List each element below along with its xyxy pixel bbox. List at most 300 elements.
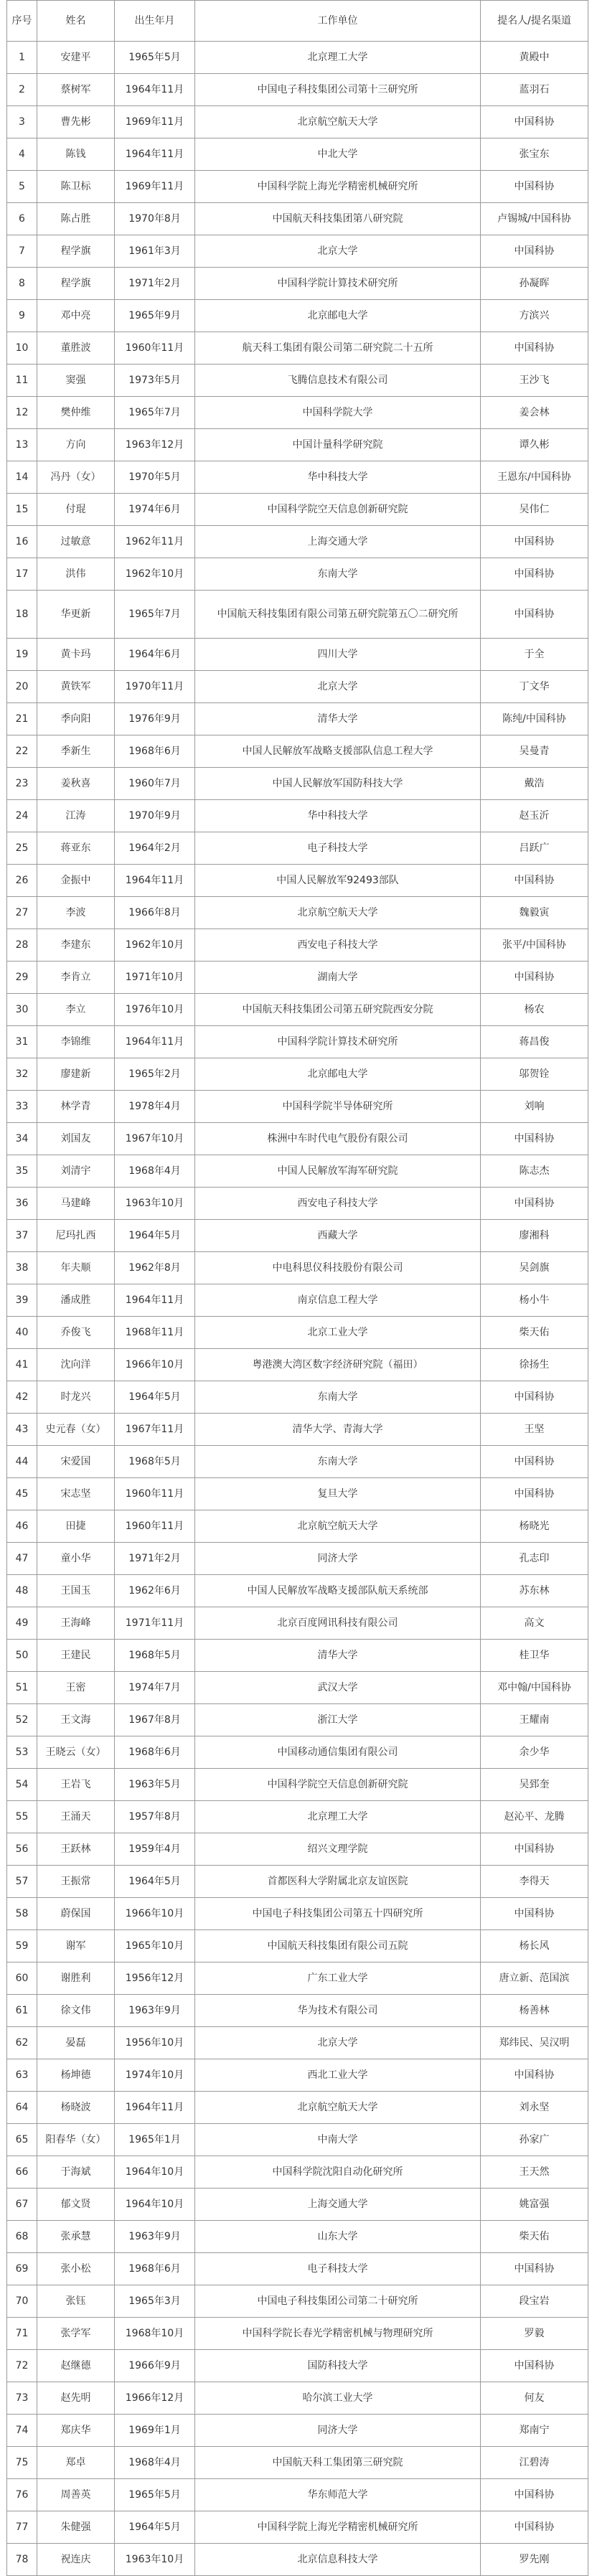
cell-name: 蔡树军 <box>37 74 115 106</box>
cell-birth: 1964年2月 <box>115 832 195 865</box>
cell-index: 78 <box>7 2544 37 2576</box>
cell-birth: 1965年1月 <box>115 2124 195 2156</box>
cell-nominator: 魏毅寅 <box>481 897 588 929</box>
cell-name: 尼玛扎西 <box>37 1220 115 1252</box>
cell-birth: 1960年11月 <box>115 1510 195 1543</box>
table-row <box>7 1155 588 1188</box>
cell-index: 9 <box>7 300 37 332</box>
cell-birth: 1965年7月 <box>115 591 195 639</box>
cell-birth: 1967年11月 <box>115 1414 195 1446</box>
cell-unit: 北京理工大学 <box>195 42 481 74</box>
cell-name: 刘国友 <box>37 1123 115 1155</box>
table-row <box>7 2318 588 2350</box>
cell-index: 45 <box>7 1478 37 1510</box>
cell-unit: 中国计量科学研究院 <box>195 429 481 461</box>
table-row <box>7 929 588 962</box>
cell-index: 19 <box>7 639 37 671</box>
cell-name: 童小华 <box>37 1543 115 1575</box>
cell-unit: 清华大学 <box>195 703 481 735</box>
cell-unit: 复旦大学 <box>195 1478 481 1510</box>
cell-index: 33 <box>7 1091 37 1123</box>
cell-unit: 中国科学院长春光学精密机械与物理研究所 <box>195 2318 481 2350</box>
cell-name: 曹先彬 <box>37 106 115 138</box>
cell-name: 于海斌 <box>37 2156 115 2189</box>
cell-unit: 中国科学院上海光学精密机械研究所 <box>195 2511 481 2544</box>
cell-name: 窦强 <box>37 365 115 397</box>
cell-name: 王建民 <box>37 1640 115 1672</box>
cell-index: 10 <box>7 332 37 365</box>
cell-index: 27 <box>7 897 37 929</box>
table-row <box>7 300 588 332</box>
table-row <box>7 235 588 268</box>
table-row <box>7 800 588 832</box>
cell-birth: 1968年6月 <box>115 735 195 768</box>
cell-index: 66 <box>7 2156 37 2189</box>
cell-name: 沈向洋 <box>37 1349 115 1381</box>
cell-name: 王海峰 <box>37 1607 115 1640</box>
table-header <box>7 1 588 42</box>
cell-birth: 1963年9月 <box>115 2221 195 2253</box>
cell-birth: 1964年11月 <box>115 138 195 171</box>
table-row <box>7 832 588 865</box>
cell-index: 3 <box>7 106 37 138</box>
cell-nominator: 中国科协 <box>481 1446 588 1478</box>
cell-index: 67 <box>7 2189 37 2221</box>
cell-birth: 1968年4月 <box>115 2447 195 2479</box>
cell-nominator: 邓中翰/中国科协 <box>481 1672 588 1704</box>
cell-name: 姜秋喜 <box>37 768 115 800</box>
cell-nominator: 王恩东/中国科协 <box>481 461 588 494</box>
table-row <box>7 1058 588 1091</box>
cell-unit: 上海交通大学 <box>195 526 481 558</box>
table-row <box>7 397 588 429</box>
cell-name: 朱健强 <box>37 2511 115 2544</box>
cell-nominator: 姚富强 <box>481 2189 588 2221</box>
cell-unit: 中国电子科技集团公司第二十研究所 <box>195 2285 481 2318</box>
cell-unit: 中国航天科工集团第三研究院 <box>195 2447 481 2479</box>
cell-name: 王涌天 <box>37 1801 115 1833</box>
cell-birth: 1968年5月 <box>115 1640 195 1672</box>
cell-unit: 中国科学院半导体研究所 <box>195 1091 481 1123</box>
table-row <box>7 2156 588 2189</box>
cell-nominator: 江碧涛 <box>481 2447 588 2479</box>
cell-unit: 中国航天科技集团有限公司五院 <box>195 1930 481 1962</box>
cell-unit: 北京航空航天大学 <box>195 1510 481 1543</box>
cell-nominator: 张平/中国科协 <box>481 929 588 962</box>
cell-name: 冯丹（女） <box>37 461 115 494</box>
table-row <box>7 2027 588 2059</box>
cell-unit: 中国科学院沈阳自动化研究所 <box>195 2156 481 2189</box>
cell-nominator: 中国科协 <box>481 106 588 138</box>
cell-nominator: 孙家广 <box>481 2124 588 2156</box>
cell-index: 21 <box>7 703 37 735</box>
cell-name: 董胜波 <box>37 332 115 365</box>
cell-index: 37 <box>7 1220 37 1252</box>
table-row <box>7 2285 588 2318</box>
cell-birth: 1971年2月 <box>115 268 195 300</box>
table-row <box>7 1640 588 1672</box>
table-row <box>7 171 588 203</box>
cell-birth: 1965年2月 <box>115 1058 195 1091</box>
cell-unit: 东南大学 <box>195 558 481 591</box>
cell-unit: 中国人民解放军战略支援部队航天系统部 <box>195 1575 481 1607</box>
cell-name: 阳春华（女） <box>37 2124 115 2156</box>
cell-unit: 浙江大学 <box>195 1704 481 1736</box>
cell-name: 王岩飞 <box>37 1769 115 1801</box>
cell-birth: 1966年8月 <box>115 897 195 929</box>
cell-index: 69 <box>7 2253 37 2285</box>
cell-birth: 1976年10月 <box>115 994 195 1026</box>
cell-nominator: 中国科协 <box>481 171 588 203</box>
cell-unit: 北京航空航天大学 <box>195 897 481 929</box>
cell-unit: 中国科学院计算技术研究所 <box>195 268 481 300</box>
cell-index: 54 <box>7 1769 37 1801</box>
cell-nominator: 赵沁平、龙腾 <box>481 1801 588 1833</box>
cell-index: 59 <box>7 1930 37 1962</box>
cell-birth: 1970年9月 <box>115 800 195 832</box>
cell-name: 宋爱国 <box>37 1446 115 1478</box>
table-row <box>7 1478 588 1510</box>
cell-birth: 1969年11月 <box>115 171 195 203</box>
cell-nominator: 余少华 <box>481 1736 588 1769</box>
cell-name: 安建平 <box>37 42 115 74</box>
cell-name: 乔俊飞 <box>37 1317 115 1349</box>
cell-index: 62 <box>7 2027 37 2059</box>
cell-birth: 1969年1月 <box>115 2415 195 2447</box>
cell-nominator: 罗先刚 <box>481 2544 588 2576</box>
cell-unit: 山东大学 <box>195 2221 481 2253</box>
cell-unit: 西安电子科技大学 <box>195 1188 481 1220</box>
cell-birth: 1962年10月 <box>115 558 195 591</box>
table-row <box>7 1543 588 1575</box>
table-row <box>7 703 588 735</box>
table-row <box>7 2479 588 2511</box>
cell-nominator: 刘永坚 <box>481 2092 588 2124</box>
table-row <box>7 1672 588 1704</box>
cell-unit: 株洲中车时代电气股份有限公司 <box>195 1123 481 1155</box>
cell-index: 1 <box>7 42 37 74</box>
table-row <box>7 962 588 994</box>
cell-unit: 北京大学 <box>195 671 481 703</box>
cell-birth: 1961年3月 <box>115 235 195 268</box>
table-row <box>7 2189 588 2221</box>
table-row <box>7 1091 588 1123</box>
cell-name: 李波 <box>37 897 115 929</box>
cell-unit: 国防科技大学 <box>195 2350 481 2382</box>
cell-nominator: 杨善林 <box>481 1995 588 2027</box>
cell-nominator: 中国科协 <box>481 865 588 897</box>
cell-birth: 1974年10月 <box>115 2059 195 2092</box>
cell-name: 陈钱 <box>37 138 115 171</box>
table-row <box>7 2511 588 2544</box>
cell-name: 蔚保国 <box>37 1898 115 1930</box>
table-row <box>7 365 588 397</box>
table-row <box>7 1188 588 1220</box>
cell-name: 陈占胜 <box>37 203 115 235</box>
cell-nominator: 赵玉沂 <box>481 800 588 832</box>
cell-nominator: 廖湘科 <box>481 1220 588 1252</box>
cell-index: 75 <box>7 2447 37 2479</box>
cell-nominator: 谭久彬 <box>481 429 588 461</box>
cell-birth: 1964年6月 <box>115 639 195 671</box>
cell-unit: 武汉大学 <box>195 1672 481 1704</box>
cell-name: 张小松 <box>37 2253 115 2285</box>
cell-index: 56 <box>7 1833 37 1866</box>
cell-name: 马建峰 <box>37 1188 115 1220</box>
cell-birth: 1964年11月 <box>115 865 195 897</box>
cell-index: 61 <box>7 1995 37 2027</box>
cell-unit: 西安电子科技大学 <box>195 929 481 962</box>
cell-name: 邓中亮 <box>37 300 115 332</box>
cell-index: 51 <box>7 1672 37 1704</box>
cell-name: 程学旗 <box>37 268 115 300</box>
cell-name: 王密 <box>37 1672 115 1704</box>
cell-nominator: 中国科协 <box>481 2479 588 2511</box>
cell-name: 史元春（女） <box>37 1414 115 1446</box>
cell-unit: 中国科学院空天信息创新研究院 <box>195 494 481 526</box>
table-row <box>7 332 588 365</box>
cell-unit: 中国航天科技集团公司第五研究院西安分院 <box>195 994 481 1026</box>
cell-name: 黄铁军 <box>37 671 115 703</box>
cell-birth: 1968年6月 <box>115 1736 195 1769</box>
table-row <box>7 2415 588 2447</box>
cell-birth: 1968年4月 <box>115 1155 195 1188</box>
cell-index: 11 <box>7 365 37 397</box>
cell-index: 35 <box>7 1155 37 1188</box>
table-row <box>7 1995 588 2027</box>
cell-birth: 1965年10月 <box>115 1930 195 1962</box>
table-row <box>7 138 588 171</box>
cell-name: 张钰 <box>37 2285 115 2318</box>
table-row <box>7 1414 588 1446</box>
table-row <box>7 1446 588 1478</box>
cell-name: 潘成胜 <box>37 1284 115 1317</box>
cell-index: 53 <box>7 1736 37 1769</box>
cell-nominator: 中国科协 <box>481 2350 588 2382</box>
cell-unit: 四川大学 <box>195 639 481 671</box>
table-row <box>7 2253 588 2285</box>
cell-index: 31 <box>7 1026 37 1058</box>
cell-index: 23 <box>7 768 37 800</box>
table-row <box>7 429 588 461</box>
cell-unit: 南京信息工程大学 <box>195 1284 481 1317</box>
cell-index: 42 <box>7 1381 37 1414</box>
cell-birth: 1957年8月 <box>115 1801 195 1833</box>
cell-unit: 电子科技大学 <box>195 832 481 865</box>
cell-birth: 1969年11月 <box>115 106 195 138</box>
table-row <box>7 2382 588 2415</box>
cell-index: 64 <box>7 2092 37 2124</box>
cell-name: 王文海 <box>37 1704 115 1736</box>
cell-unit: 中国航天科技集团有限公司第五研究院第五〇二研究所 <box>195 591 481 639</box>
cell-unit: 哈尔滨工业大学 <box>195 2382 481 2415</box>
cell-name: 林学青 <box>37 1091 115 1123</box>
table-row <box>7 526 588 558</box>
header-index: 序号 <box>7 1 37 42</box>
table-row <box>7 1607 588 1640</box>
cell-index: 17 <box>7 558 37 591</box>
cell-index: 76 <box>7 2479 37 2511</box>
table-row <box>7 1898 588 1930</box>
cell-birth: 1962年6月 <box>115 1575 195 1607</box>
cell-nominator: 吴郅奎 <box>481 1769 588 1801</box>
cell-nominator: 杨晓光 <box>481 1510 588 1543</box>
cell-name: 王国玉 <box>37 1575 115 1607</box>
cell-unit: 北京航空航天大学 <box>195 2092 481 2124</box>
cell-index: 52 <box>7 1704 37 1736</box>
cell-index: 50 <box>7 1640 37 1672</box>
cell-name: 郑庆华 <box>37 2415 115 2447</box>
cell-name: 樊仲维 <box>37 397 115 429</box>
cell-nominator: 姜会林 <box>481 397 588 429</box>
cell-nominator: 桂卫华 <box>481 1640 588 1672</box>
cell-index: 4 <box>7 138 37 171</box>
table-row <box>7 865 588 897</box>
cell-index: 32 <box>7 1058 37 1091</box>
cell-birth: 1968年10月 <box>115 2318 195 2350</box>
cell-birth: 1966年9月 <box>115 2350 195 2382</box>
cell-unit: 中国科学院上海光学精密机械研究所 <box>195 171 481 203</box>
table-row <box>7 2221 588 2253</box>
cell-name: 王晓云（女） <box>37 1736 115 1769</box>
cell-unit: 中国人民解放军战略支援部队信息工程大学 <box>195 735 481 768</box>
cell-birth: 1960年11月 <box>115 1478 195 1510</box>
cell-unit: 上海交通大学 <box>195 2189 481 2221</box>
cell-unit: 华东师范大学 <box>195 2479 481 2511</box>
cell-name: 李锦维 <box>37 1026 115 1058</box>
cell-birth: 1959年4月 <box>115 1833 195 1866</box>
table-row <box>7 1284 588 1317</box>
cell-index: 26 <box>7 865 37 897</box>
cell-nominator: 中国科协 <box>481 591 588 639</box>
cell-name: 程学旗 <box>37 235 115 268</box>
cell-index: 57 <box>7 1866 37 1898</box>
cell-nominator: 中国科协 <box>481 2253 588 2285</box>
cell-index: 49 <box>7 1607 37 1640</box>
table-row <box>7 268 588 300</box>
cell-birth: 1971年2月 <box>115 1543 195 1575</box>
table-row <box>7 494 588 526</box>
cell-name: 赵先明 <box>37 2382 115 2415</box>
header-row <box>7 1 588 42</box>
cell-birth: 1963年10月 <box>115 2544 195 2576</box>
cell-nominator: 中国科协 <box>481 2511 588 2544</box>
cell-name: 方向 <box>37 429 115 461</box>
cell-nominator: 段宝岩 <box>481 2285 588 2318</box>
cell-name: 赵继德 <box>37 2350 115 2382</box>
cell-index: 68 <box>7 2221 37 2253</box>
cell-unit: 湖南大学 <box>195 962 481 994</box>
cell-unit: 北京大学 <box>195 235 481 268</box>
table-row <box>7 1736 588 1769</box>
cell-nominator: 中国科协 <box>481 558 588 591</box>
cell-index: 2 <box>7 74 37 106</box>
cell-index: 74 <box>7 2415 37 2447</box>
cell-unit: 中国人民解放军海军研究院 <box>195 1155 481 1188</box>
cell-birth: 1967年10月 <box>115 1123 195 1155</box>
cell-birth: 1964年11月 <box>115 1284 195 1317</box>
cell-name: 李建东 <box>37 929 115 962</box>
cell-index: 6 <box>7 203 37 235</box>
cell-birth: 1976年9月 <box>115 703 195 735</box>
cell-nominator: 何友 <box>481 2382 588 2415</box>
cell-nominator: 罗毅 <box>481 2318 588 2350</box>
cell-name: 刘清宇 <box>37 1155 115 1188</box>
table-row <box>7 591 588 639</box>
cell-unit: 同济大学 <box>195 2415 481 2447</box>
cell-index: 12 <box>7 397 37 429</box>
cell-birth: 1964年11月 <box>115 2092 195 2124</box>
cell-birth: 1974年7月 <box>115 1672 195 1704</box>
cell-index: 43 <box>7 1414 37 1446</box>
cell-unit: 中国科学院空天信息创新研究院 <box>195 1769 481 1801</box>
cell-birth: 1963年5月 <box>115 1769 195 1801</box>
cell-unit: 北京信息科技大学 <box>195 2544 481 2576</box>
cell-name: 蒋亚东 <box>37 832 115 865</box>
cell-index: 34 <box>7 1123 37 1155</box>
table-body <box>7 42 588 2576</box>
cell-unit: 粤港澳大湾区数字经济研究院（福田） <box>195 1349 481 1381</box>
table-row <box>7 1026 588 1058</box>
cell-nominator: 中国科协 <box>481 962 588 994</box>
cell-nominator: 蒋昌俊 <box>481 1026 588 1058</box>
cell-name: 杨晓波 <box>37 2092 115 2124</box>
cell-nominator: 陈志杰 <box>481 1155 588 1188</box>
cell-unit: 中电科思仪科技股份有限公司 <box>195 1252 481 1284</box>
cell-unit: 中南大学 <box>195 2124 481 2156</box>
table-row <box>7 2447 588 2479</box>
cell-index: 77 <box>7 2511 37 2544</box>
cell-name: 金振中 <box>37 865 115 897</box>
cell-nominator: 杨小牛 <box>481 1284 588 1317</box>
cell-name: 时龙兴 <box>37 1381 115 1414</box>
cell-name: 宋志坚 <box>37 1478 115 1510</box>
cell-nominator: 吴伟仁 <box>481 494 588 526</box>
cell-name: 洪伟 <box>37 558 115 591</box>
cell-nominator: 高文 <box>481 1607 588 1640</box>
cell-unit: 首都医科大学附属北京友谊医院 <box>195 1866 481 1898</box>
cell-nominator: 中国科协 <box>481 1833 588 1866</box>
cell-unit: 清华大学 <box>195 1640 481 1672</box>
header-name: 姓名 <box>37 1 115 42</box>
cell-index: 7 <box>7 235 37 268</box>
cell-nominator: 蓝羽石 <box>481 74 588 106</box>
cell-birth: 1964年5月 <box>115 2511 195 2544</box>
cell-unit: 同济大学 <box>195 1543 481 1575</box>
cell-name: 李立 <box>37 994 115 1026</box>
table-row <box>7 1866 588 1898</box>
cell-index: 58 <box>7 1898 37 1930</box>
cell-nominator: 中国科协 <box>481 332 588 365</box>
cell-index: 20 <box>7 671 37 703</box>
cell-birth: 1965年3月 <box>115 2285 195 2318</box>
cell-index: 28 <box>7 929 37 962</box>
cell-birth: 1964年5月 <box>115 1220 195 1252</box>
cell-nominator: 郑南宁 <box>481 2415 588 2447</box>
cell-nominator: 中国科协 <box>481 1381 588 1414</box>
cell-nominator: 中国科协 <box>481 1123 588 1155</box>
cell-birth: 1962年11月 <box>115 526 195 558</box>
cell-nominator: 柴天佑 <box>481 1317 588 1349</box>
table-row <box>7 994 588 1026</box>
cell-index: 22 <box>7 735 37 768</box>
cell-nominator: 戴浩 <box>481 768 588 800</box>
table-row <box>7 1801 588 1833</box>
cell-nominator: 杨长风 <box>481 1930 588 1962</box>
cell-nominator: 吴曼青 <box>481 735 588 768</box>
cell-nominator: 王坚 <box>481 1414 588 1446</box>
cell-unit: 电子科技大学 <box>195 2253 481 2285</box>
